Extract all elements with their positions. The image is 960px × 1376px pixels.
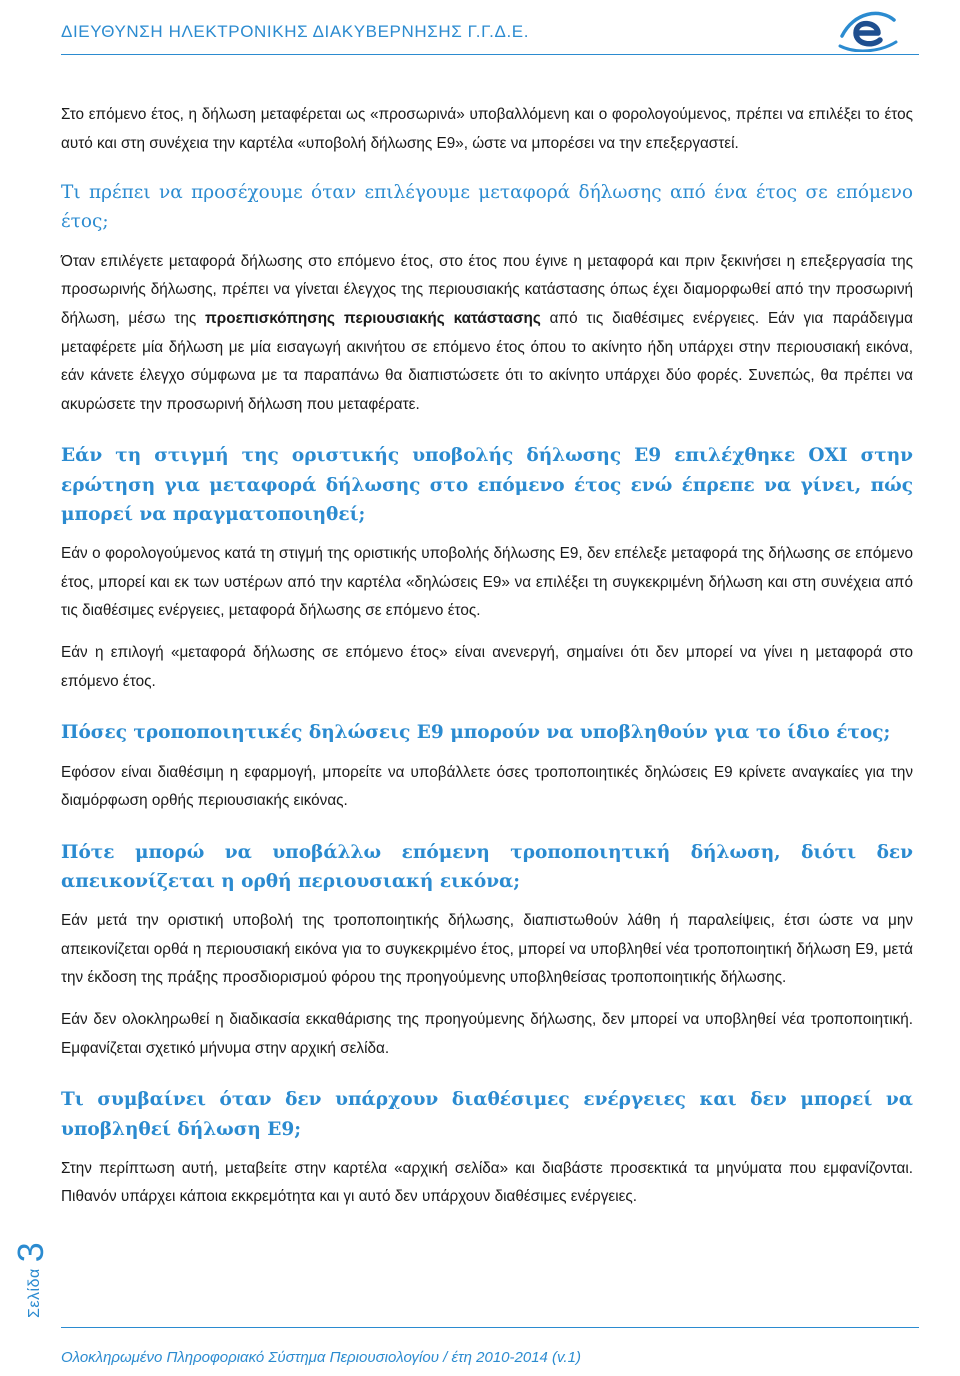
section-paragraph bbox=[61, 248, 913, 420]
section-heading-transfer-caution: Τι πρέπει να προσέχουμε όταν επιλέγουμε μεταφορά δήλωσης από ένα έτος σε επόμενο έτος; bbox=[61, 182, 913, 233]
bold-term-property-preview: προεπισκόπησης περιουσιακής κατάστασης bbox=[205, 309, 541, 327]
section-paragraph: Εάν η επιλογή «μεταφορά δήλωσης σε επόμενο έτος» είναι ανενεργή, σημαίνει ότι δεν μπορεί να γίνει η μεταφορά στο επόμενο έτος. bbox=[61, 644, 913, 690]
document-body bbox=[61, 101, 913, 1225]
paragraph-text: Όταν επιλέγετε μεταφορά δήλωσης στο επόμενο έτος, στο έτος που έγινε η μεταφορά και πριν ξεκινήσει η επεξεργασία της προσωρινής δήλωσης, πρέπει να γίνεται έλεγχος της περιουσιακής κατάστασης όπως έχει διαμορφωθεί από την προσωρινή δήλωση, μέσω της bbox=[61, 252, 913, 327]
page-label-word: Σελίδα bbox=[26, 1268, 43, 1318]
section-heading-next-amendment: Πότε μπορώ να υποβάλλω επόμενη τροποποιητική δήλωση, διότι δεν απεικονίζεται η ορθή περιουσιακή εικόνα; bbox=[61, 841, 913, 892]
section-paragraph: Στην περίπτωση αυτή, μεταβείτε στην καρτέλα «αρχική σελίδα» και διαβάστε προσεκτικά τα μηνύματα που εμφανίζονται. Πιθανόν υπάρχει κάποια εκκρεμότητα και γι αυτό δεν υπάρχουν διαθέσιμες ενέργειες. bbox=[61, 1159, 913, 1206]
page-number: 3 bbox=[10, 1242, 51, 1263]
section-paragraph: Εάν μετά την οριστική υποβολή της τροποποιητικής δήλωσης, διαπιστωθούν λάθη ή παραλείψεις, έτσι ώστε να μην απεικονίζεται ορθά η περιουσιακή εικόνα για το συγκεκριμένο έτος, μπορεί να υποβληθεί νέα τροποποιητική δήλωση Ε9, μετά την έκδοση της πράξης προσδιορισμού φόρου της προηγούμενης υποβληθείσας τροποποιητικής δήλωσης. bbox=[61, 912, 913, 987]
footer-text: Ολοκληρωμένο Πληροφοριακό Σύστημα Περιουσιολογίου / έτη 2010-2014 (v.1) bbox=[61, 1349, 581, 1366]
footer-divider bbox=[61, 1327, 919, 1328]
section-heading-transfer-missed: Εάν τη στιγμή της οριστικής υποβολής δήλωσης Ε9 επιλέχθηκε ΟΧΙ στην ερώτηση για μεταφορά δήλωσης στο επόμενο έτος ενώ έπρεπε να γίνει, πώς μπορεί να πραγματοποιηθεί; bbox=[61, 445, 913, 525]
section-paragraph: Εάν δεν ολοκληρωθεί η διαδικασία εκκαθάρισης της προηγούμενης δήλωσης, δεν μπορεί να υποβληθεί νέα τροποποιητική. Εμφανίζεται σχετικό μήνυμα στην αρχική σελίδα. bbox=[61, 1011, 913, 1057]
header-divider bbox=[61, 54, 919, 55]
section-paragraph: Εφόσον είναι διαθέσιμη η εφαρμογή, μπορείτε να υποβάλλετε όσες τροποποιητικές δηλώσεις Ε9 κρίνετε αναγκαίες για την διαμόρφωση ορθής περιουσιακής εικόνας. bbox=[61, 763, 913, 810]
page-number-label bbox=[10, 1242, 52, 1318]
section-paragraph: Εάν ο φορολογούμενος κατά τη στιγμή της οριστικής υποβολής δήλωσης Ε9, δεν επέλεξε μεταφορά της δήλωσης σε επόμενο έτος, μπορεί και εκ των υστέρων από την καρτέλα «δηλώσεις Ε9» να επιλέξει τη συγκεκριμένη δήλωση και στη συνέχεια από τις διαθέσιμες ενέργειες, μεταφορά δήλωσης σε επόμενο έτος. bbox=[61, 545, 913, 620]
paragraph-text: από τις διαθέσιμες ενέργειες. Εάν για παράδειγμα μεταφέρετε μία δήλωση με μία εισαγωγή ακινήτου σε επόμενο έτος όπου το ακίνητο ήδη υπάρχει στην περιουσιακή εικόνα, εάν κάνετε έλεγχο σύμφωνα με τα παραπάνω θα διαπιστώσετε ότι το ακίνητο υπάρχει δύο φορές. Συνεπώς, θα πρέπει να ακυρώσετε την προσωρινή δήλωση που μεταφέρατε. bbox=[61, 309, 914, 413]
e-government-logo-icon bbox=[836, 2, 898, 52]
section-heading-amendment-count: Πόσες τροποποιητικές δηλώσεις Ε9 μπορούν να υποβληθούν για το ίδιο έτος; bbox=[61, 722, 891, 744]
section-heading-no-actions: Τι συμβαίνει όταν δεν υπάρχουν διαθέσιμες ενέργειες και δεν μπορεί να υποβληθεί δήλωση Ε9; bbox=[61, 1089, 913, 1140]
header-title: ΔΙΕΥΘΥΝΣΗ ΗΛΕΚΤΡΟΝΙΚΗΣ ΔΙΑΚΥΒΕΡΝΗΣΗΣ Γ.Γ.Δ.Ε. bbox=[61, 22, 530, 41]
intro-paragraph: Στο επόμενο έτος, η δήλωση μεταφέρεται ως «προσωρινά» υποβαλλόμενη και ο φορολογούμενος, πρέπει να επιλέξει το έτος αυτό και στη συνέχεια την καρτέλα «υποβολή δήλωσης Ε9», ώστε να μπορέσει να την επεξεργαστεί. bbox=[61, 106, 913, 152]
